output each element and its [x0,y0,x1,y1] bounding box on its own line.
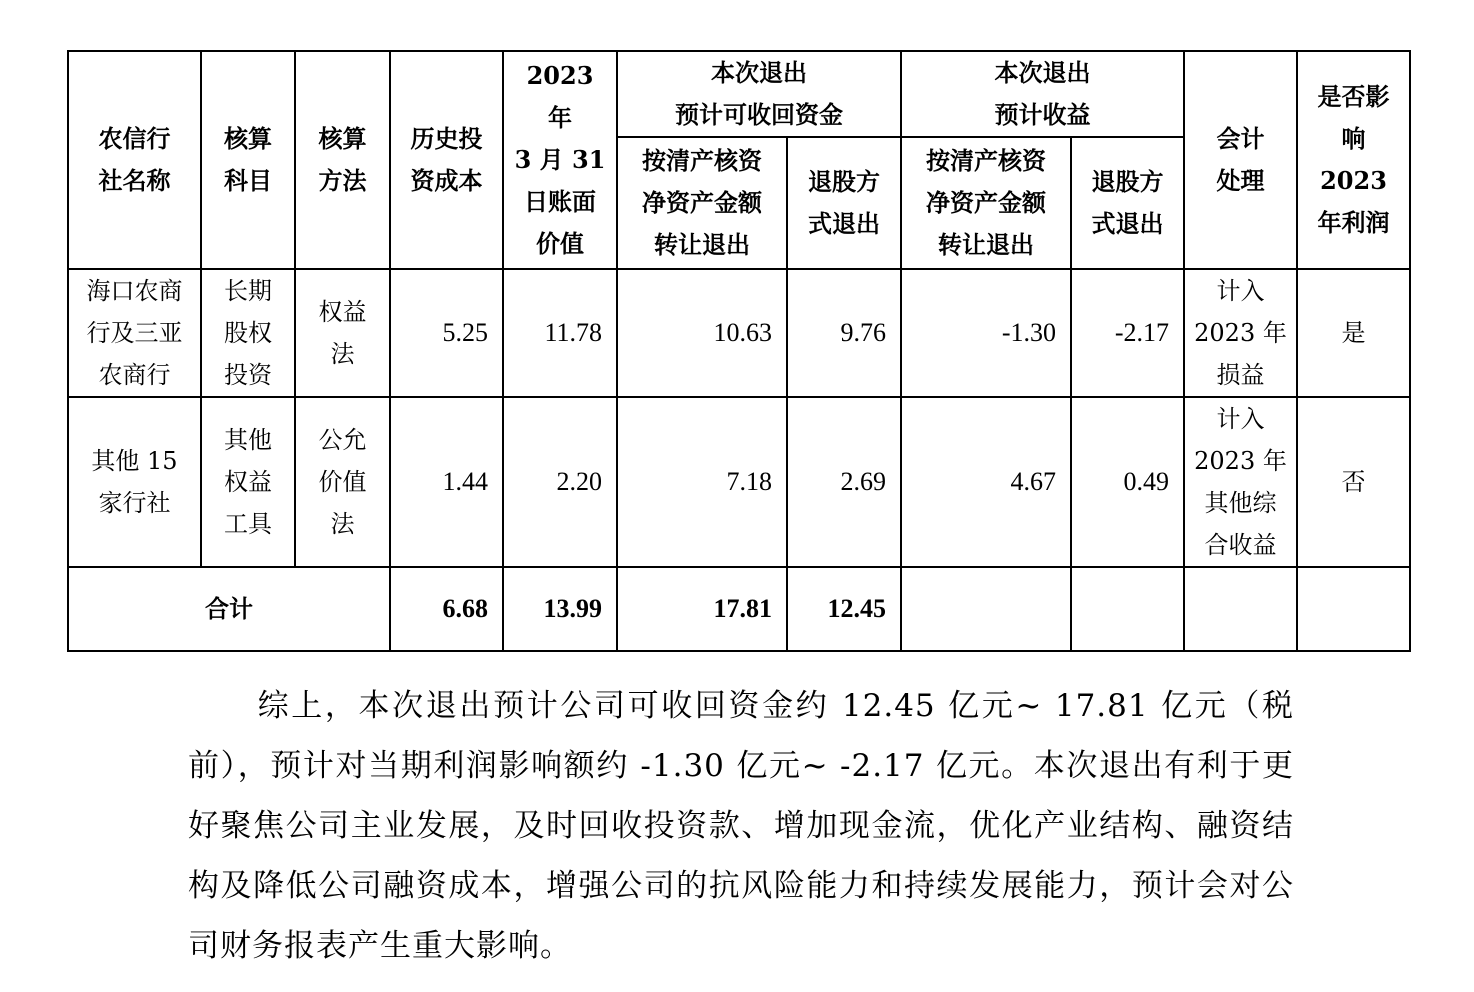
row-subject: 长期 股权 投资 [201,269,295,397]
row-accounting: 计入 2023 年 损益 [1184,269,1297,397]
row-method: 权益 法 [295,269,390,397]
header-subject: 核算 科目 [201,51,295,269]
header-method: 核算 方法 [295,51,390,269]
row-income-withdraw: 0.49 [1071,397,1184,567]
header-recover-transfer: 按清产核资 净资产金额 转让退出 [617,137,787,269]
row-method: 公允 价值 法 [295,397,390,567]
total-label: 合计 [68,567,390,651]
total-income-transfer [901,567,1071,651]
total-row [68,567,1410,651]
summary-paragraph [188,676,1294,976]
row-recover-transfer: 10.63 [617,269,787,397]
header-name: 农信行 社名称 [68,51,201,269]
table-row [68,269,1410,397]
header-cost: 历史投 资成本 [390,51,503,269]
row-income-withdraw: -2.17 [1071,269,1184,397]
total-book-value: 13.99 [503,567,617,651]
header-income-withdraw: 退股方 式退出 [1071,137,1184,269]
row-recover-transfer: 7.18 [617,397,787,567]
total-accounting [1184,567,1297,651]
exit-summary-table [67,50,1411,652]
total-recover-withdraw: 12.45 [787,567,901,651]
row-income-transfer: -1.30 [901,269,1071,397]
summary-text: 综上，本次退出预计公司可收回资金约 12.45 亿元~ 17.81 亿元（税前），预计对当期利润影响额约 -1.30 亿元~ -2.17 亿元。本次退出有利于更好聚焦公司主业发展，及时回收投资款、增加现金流，优化产业结构、融资结构及降低公司融资成本，增强公司的抗风险能力和持续发展能力，预计会对公司财务报表产生重大影响。 [188,688,1294,964]
row-impact: 是 [1297,269,1410,397]
row-cost: 1.44 [390,397,503,567]
row-recover-withdraw: 2.69 [787,397,901,567]
header-accounting: 会计 处理 [1184,51,1297,269]
table-row [68,397,1410,567]
header-income-transfer: 按清产核资 净资产金额 转让退出 [901,137,1071,269]
row-name: 其他 15 家行社 [68,397,201,567]
row-income-transfer: 4.67 [901,397,1071,567]
header-recoverable-funds: 本次退出 预计可收回资金 [617,51,901,137]
total-income-withdraw [1071,567,1184,651]
total-cost: 6.68 [390,567,503,651]
header-expected-income: 本次退出 预计收益 [901,51,1184,137]
header-recover-withdraw: 退股方 式退出 [787,137,901,269]
row-book-value: 2.20 [503,397,617,567]
row-cost: 5.25 [390,269,503,397]
header-profit-impact: 是否影 响 2023 年利润 [1297,51,1410,269]
results-table-container [67,50,1409,645]
row-book-value: 11.78 [503,269,617,397]
row-impact: 否 [1297,397,1410,567]
row-accounting: 计入 2023 年 其他综 合收益 [1184,397,1297,567]
row-subject: 其他 权益 工具 [201,397,295,567]
header-book-value: 2023 年 3 月 31 日账面 价值 [503,51,617,269]
row-name: 海口农商 行及三亚 农商行 [68,269,201,397]
row-recover-withdraw: 9.76 [787,269,901,397]
total-impact [1297,567,1410,651]
total-recover-transfer: 17.81 [617,567,787,651]
